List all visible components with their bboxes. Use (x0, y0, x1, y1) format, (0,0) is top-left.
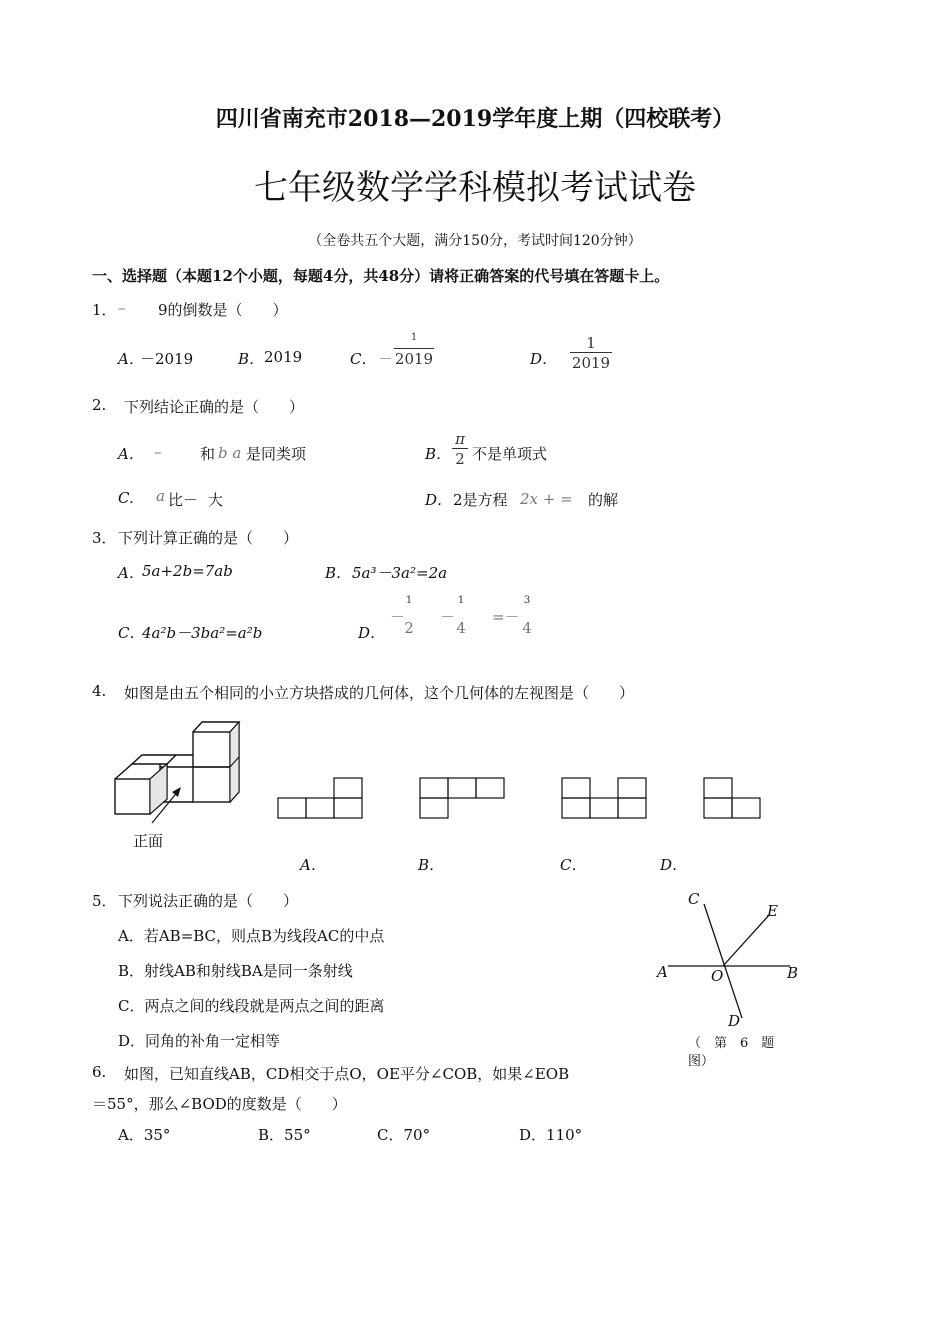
q3-b-text: 5a³－3a²=2a (352, 564, 448, 582)
q6-number: 6. (92, 1063, 107, 1081)
q4-option-a: A． (300, 856, 326, 874)
q1-number: 1． (92, 301, 117, 319)
q3-b-label: B． (325, 564, 352, 582)
q3-d-den3: 4 (522, 619, 532, 637)
q2-a-and: 和 (200, 445, 216, 463)
q5-stem: 下列说法正确的是（ ） (118, 892, 299, 910)
q6-option-c: C．70° (377, 1126, 431, 1144)
q1-b-label: B． (238, 350, 265, 368)
q2-c-text2: 大 (208, 491, 224, 509)
exam-note: （全卷共五个大题，满分150分，考试时间120分钟） (308, 233, 642, 249)
cube-front-top (193, 732, 230, 767)
fig6-label-e: E (767, 902, 778, 920)
cube-top-back (132, 755, 193, 764)
q2-c-label: C. (118, 489, 134, 507)
q2-stem: 下列结论正确的是（ ） (124, 398, 305, 416)
q2-a-vars: b a (218, 444, 242, 462)
q2-d-text1: 2是方程 (453, 491, 508, 509)
q1-c-sign: － (378, 350, 394, 368)
q3-d-num1: 1 (405, 595, 413, 606)
q6-option-a: A．35° (118, 1126, 171, 1144)
q3-d-num2: 1 (457, 595, 465, 606)
fig6-label-d: D (728, 1012, 741, 1030)
q1-a-label: A． (118, 350, 144, 368)
q3-d-label: D． (358, 624, 386, 642)
q3-d-num3: 3 (523, 595, 531, 606)
q6-option-b: B．55° (258, 1126, 311, 1144)
fig6-caption-line2: 图） (688, 1054, 715, 1069)
q1-c-denominator: 2019 (394, 350, 434, 368)
q3-d-den1: 2 (404, 619, 414, 637)
q5-number: 5． (92, 892, 117, 910)
front-label: 正面 (133, 832, 164, 850)
q3-a-label: A． (118, 564, 144, 582)
option-d-view (704, 778, 760, 818)
option-c-view (562, 778, 646, 818)
q1-d-denominator: 2019 (571, 354, 611, 372)
option-b-view (420, 778, 504, 818)
q2-number: 2. (92, 396, 107, 414)
q2-d-label: D． (425, 491, 453, 509)
fig6-label-c: C (688, 890, 700, 908)
q1-d-label: D． (530, 350, 558, 368)
q4-option-b: B． (418, 856, 445, 874)
q2-d-text2: 的解 (588, 491, 619, 509)
q1-d-numerator: 1 (586, 334, 596, 352)
q1-minus: – (118, 299, 126, 317)
option-a-view (278, 778, 362, 818)
q3-d-equals: =－ (492, 608, 520, 626)
q4-option-c: C． (560, 856, 587, 874)
q3-d-minus1: － (390, 608, 406, 626)
q3-c-text: 4a²b－3ba²=a²b (142, 624, 263, 642)
cube-front-1 (115, 779, 150, 814)
cube-front-3 (193, 767, 230, 802)
q6-option-d: D．110° (519, 1126, 583, 1144)
q4-number: 4. (92, 682, 107, 700)
q3-a-text: 5a+2b=7ab (142, 562, 233, 580)
ray-oe (723, 914, 770, 966)
q6-stem-line1: 如图，已知直线AB，CD相交于点O，OE平分∠COB，如果∠EOB (124, 1065, 570, 1083)
cube-top-divider (167, 755, 176, 764)
fig6-label-a: A (657, 963, 668, 981)
exam-title: 七年级数学学科模拟考试试卷 (254, 168, 696, 208)
q2-b-numerator: π (455, 430, 465, 448)
q3-stem: 下列计算正确的是（ ） (118, 529, 299, 547)
section-heading: 一、选择题（本题12个小题，每题4分，共48分）请将正确答案的代号填在答题卡上。 (92, 267, 670, 285)
q2-a-text: 是同类项 (246, 445, 307, 463)
q4-stem: 如图是由五个相同的小立方块搭成的几何体，这个几何体的左视图是（ ） (124, 684, 635, 702)
q2-b-label: B． (425, 445, 452, 463)
line-cd (704, 904, 742, 1018)
q4-option-d: D． (660, 856, 688, 874)
q1-c-label: C． (350, 350, 377, 368)
front-arrow-head (172, 787, 181, 797)
q1-a-text: －2019 (140, 350, 194, 368)
cube-shade-left (150, 764, 167, 814)
q1-c-numerator: 1 (410, 332, 418, 343)
q2-d-equation: 2x + = (520, 490, 573, 508)
fig6-caption-line1: （ 第 6 题 (688, 1036, 775, 1051)
q5-option-b: B．射线AB和射线BA是同一条射线 (118, 962, 353, 980)
q6-stem-line2: ＝55°，那么∠BOD的度数是（ ） (92, 1095, 347, 1113)
q1-stem: 9的倒数是（ ） (158, 301, 288, 319)
q2-a-minus: – (154, 443, 162, 461)
q3-number: 3． (92, 529, 117, 547)
q2-c-var: a (156, 487, 165, 505)
exam-subtitle: 四川省南充市2018—2019学年度上期（四校联考） (215, 106, 735, 132)
fig6-label-o: O (711, 967, 724, 985)
figure-6-lines (668, 904, 790, 1018)
fig6-label-b: B (787, 964, 799, 982)
q2-a-label: A． (118, 445, 144, 463)
q3-d-den2: 4 (456, 619, 466, 637)
q5-option-c: C．两点之间的线段就是两点之间的距离 (118, 997, 385, 1015)
q5-option-d: D．同角的补角一定相等 (118, 1032, 281, 1050)
q3-d-minus2: － (440, 608, 456, 626)
q5-option-a: A．若AB=BC，则点B为线段AC的中点 (118, 927, 385, 945)
q3-c-label: C． (118, 624, 145, 642)
q2-b-text: 不是单项式 (472, 445, 548, 463)
q1-b-text: 2019 (264, 348, 303, 366)
q2-c-text1: 比－ (168, 491, 199, 509)
q2-b-denominator: 2 (452, 448, 468, 469)
